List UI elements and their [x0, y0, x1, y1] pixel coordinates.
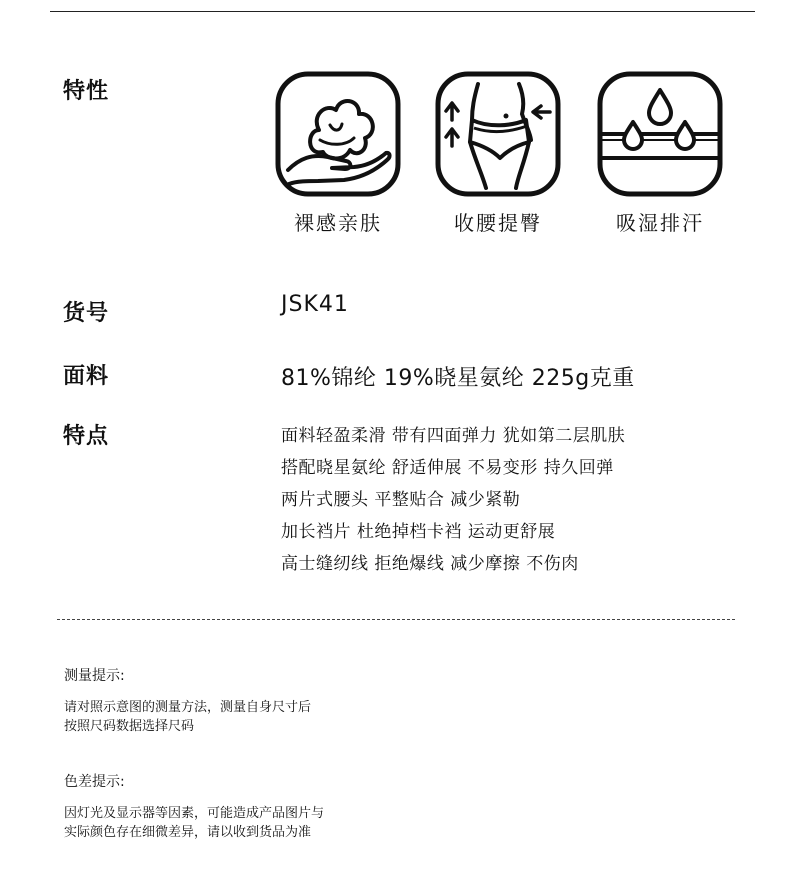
top-divider [50, 11, 755, 12]
color-tip-line: 实际颜色存在细微差异，请以收到货品为准 [64, 825, 312, 840]
highlight-line: 加长裆片 杜绝掉档卡裆 运动更舒展 [281, 522, 556, 542]
feature-label-moisture-wicking: 吸湿排汗 [616, 211, 704, 235]
item-number-value: JSK41 [281, 292, 349, 317]
cotton-hand-icon [274, 70, 402, 198]
measure-tip-title: 测量提示: [64, 668, 125, 684]
feature-item-skin-feel [274, 70, 402, 236]
measure-tip-line: 按照尺码数据选择尺码 [64, 719, 195, 734]
dashed-divider [57, 619, 735, 620]
water-drops-icon [596, 70, 724, 198]
fabric-label: 面料 [63, 364, 110, 389]
waist-lift-icon [434, 70, 562, 198]
measure-tip-body [64, 698, 311, 736]
feature-label-waist-lift: 收腰提臀 [454, 211, 542, 235]
feature-label-skin-feel: 裸感亲肤 [294, 211, 382, 235]
feature-item-moisture-wicking [596, 70, 724, 236]
measure-tip-line: 请对照示意图的测量方法，测量自身尺寸后 [64, 700, 312, 715]
highlights-list [281, 425, 625, 585]
color-tip-body [64, 804, 324, 842]
features-label: 特性 [63, 79, 110, 104]
highlight-line: 高士缝纫线 拒绝爆线 减少摩擦 不伤肉 [281, 554, 579, 574]
highlight-line: 两片式腰头 平整贴合 减少紧勒 [281, 490, 521, 510]
highlight-line: 面料轻盈柔滑 带有四面弹力 犹如第二层肌肤 [281, 426, 626, 446]
highlight-line: 搭配晓星氨纶 舒适伸展 不易变形 持久回弹 [281, 458, 614, 478]
color-tip-title: 色差提示: [64, 774, 125, 790]
feature-item-waist-lift [434, 70, 562, 236]
item-number-label: 货号 [63, 301, 110, 326]
highlights-label: 特点 [63, 424, 110, 449]
color-tip-line: 因灯光及显示器等因素，可能造成产品图片与 [64, 806, 325, 821]
fabric-value: 81%锦纶 19%晓星氨纶 225g克重 [281, 366, 635, 391]
